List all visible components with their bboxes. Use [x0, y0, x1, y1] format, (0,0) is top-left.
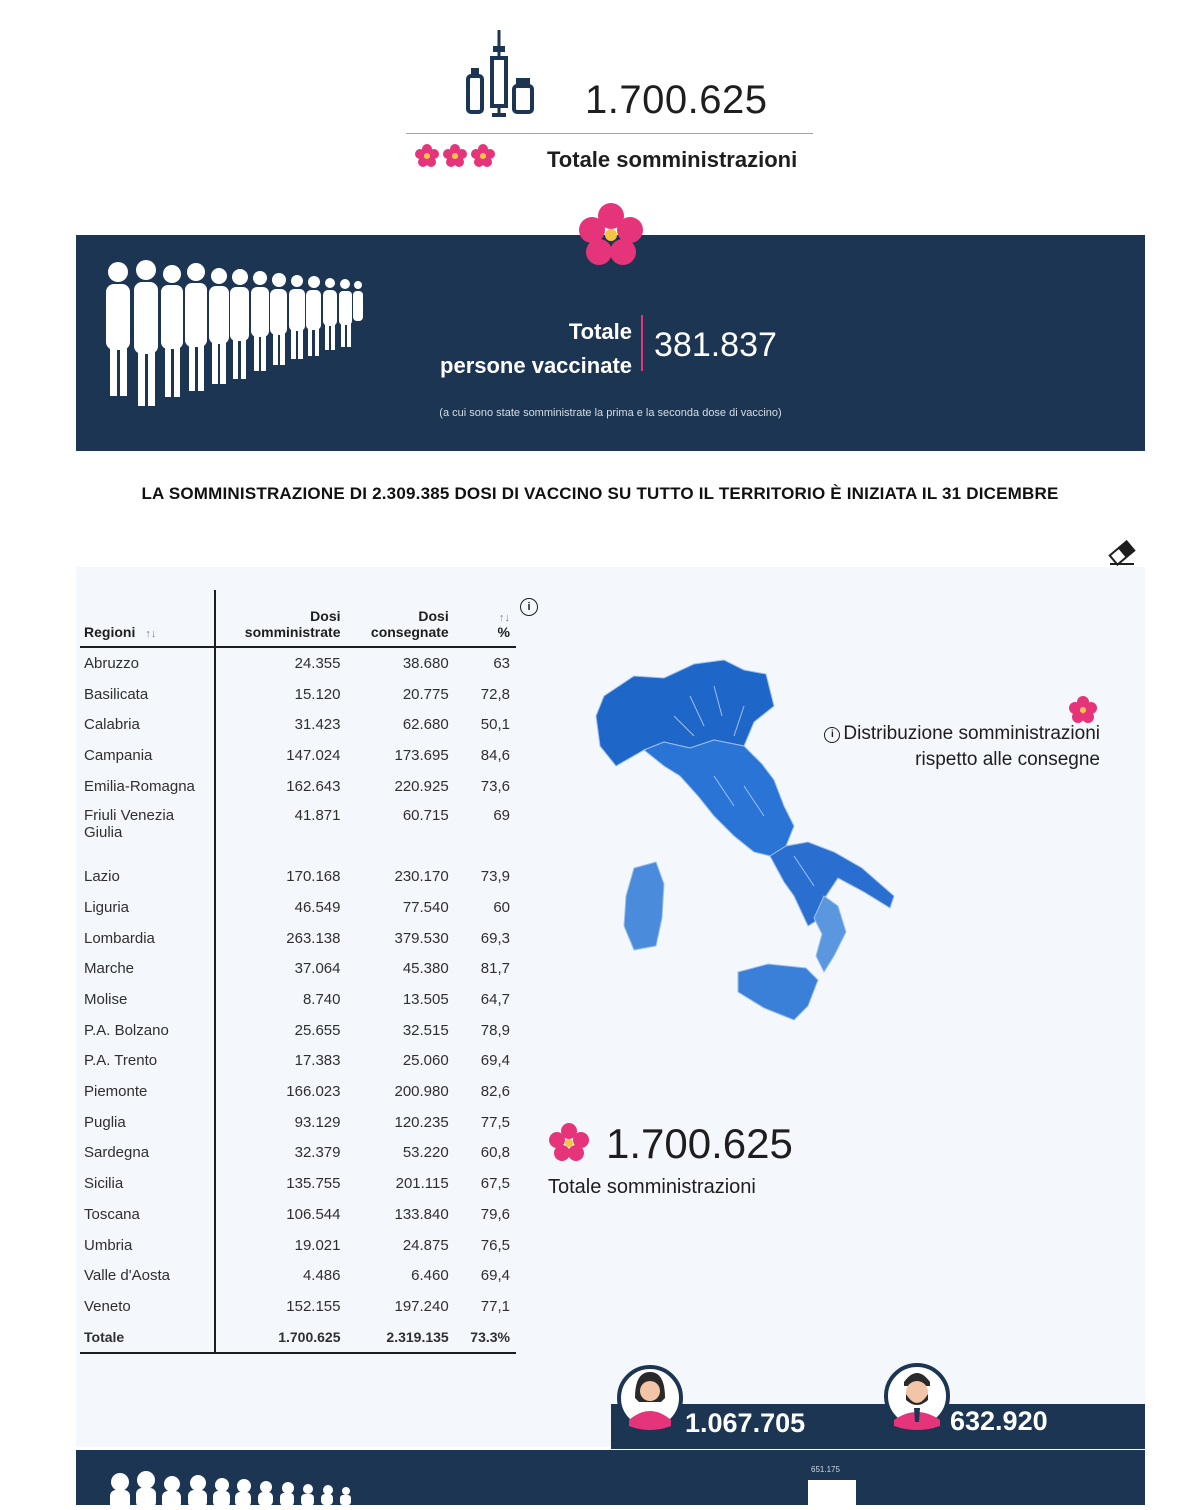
headline: LA SOMMINISTRAZIONE DI 2.309.385 DOSI DI VACCINO SU TUTTO IL TERRITORIO È INIZIATA IL 31 DICEMBRE	[141, 484, 1059, 503]
table-row: Basilicata 15.120 20.775 72,8	[80, 679, 516, 710]
table-row: Abruzzo 24.355 38.680 63	[80, 647, 516, 679]
table-row: Sicilia 135.755 201.115 67,5	[80, 1168, 516, 1199]
table-row: Liguria 46.549 77.540 60	[80, 892, 516, 923]
flower-icon	[577, 202, 645, 270]
syringe-vial-icon	[462, 28, 538, 118]
table-row: Friuli Venezia Giulia 41.871 60.715 69	[80, 801, 516, 861]
table-row: Valle d'Aosta 4.486 6.460 69,4	[80, 1260, 516, 1291]
female-value: 1.067.705	[685, 1408, 806, 1438]
table-row: Emilia-Romagna 162.643 220.925 73,6	[80, 771, 516, 802]
table-row: Veneto 152.155 197.240 77,1	[80, 1291, 516, 1322]
divider	[406, 133, 813, 134]
crowd-icon	[106, 1470, 366, 1505]
crowd-icon	[98, 250, 364, 410]
map-caption	[795, 721, 1100, 773]
bottom-banner	[76, 1450, 1145, 1505]
column-header-dosi-somministrate[interactable]: Dosi somministrate	[215, 590, 347, 647]
vaccinated-label-line2: persone vaccinate	[440, 353, 632, 378]
info-icon[interactable]: i	[824, 727, 840, 743]
italy-map[interactable]	[594, 656, 900, 1028]
table-row: Toscana 106.544 133.840 79,6	[80, 1199, 516, 1230]
woman-avatar-icon	[617, 1358, 683, 1434]
table-row: Puglia 93.129 120.235 77,5	[80, 1107, 516, 1138]
vaccinated-value: 381.837	[654, 326, 777, 364]
map-calabria[interactable]	[814, 896, 846, 972]
map-sardinia[interactable]	[624, 862, 664, 950]
regions-table	[80, 590, 516, 1354]
table-row: Calabria 31.423 62.680 50,1	[80, 709, 516, 740]
table-row: Sardegna 32.379 53.220 60,8	[80, 1138, 516, 1169]
male-value: 632.920	[950, 1406, 1048, 1436]
map-center[interactable]	[644, 740, 794, 856]
column-header-dosi-consegnate[interactable]: Dosi consegnate	[347, 590, 455, 647]
sort-icon[interactable]: ↑↓	[145, 628, 157, 640]
flower-icon	[414, 143, 496, 169]
eraser-icon[interactable]	[1108, 540, 1136, 566]
table-row: Campania 147.024 173.695 84,6	[80, 740, 516, 771]
column-header-percent[interactable]: ↑↓ %	[455, 590, 516, 647]
table-row: Molise 8.740 13.505 64,7	[80, 984, 516, 1015]
table-row: Marche 37.064 45.380 81,7	[80, 954, 516, 985]
banner-separator	[641, 315, 643, 371]
top-total-label: Totale somministrazioni	[547, 147, 798, 172]
map-caption-line1: Distribuzione somministrazioni	[843, 723, 1100, 744]
map-sicily[interactable]	[738, 964, 818, 1020]
info-icon[interactable]: i	[520, 598, 538, 616]
vaccinated-note: (a cui sono state somministrate la prima e la seconda dose di vaccino)	[439, 407, 782, 419]
top-total-value: 1.700.625	[585, 78, 768, 122]
bottom-small-value: 651.175	[811, 1465, 840, 1474]
panel-total-label: Totale somministrazioni	[548, 1176, 756, 1198]
table-row: P.A. Bolzano 25.655 32.515 78,9	[80, 1015, 516, 1046]
map-caption-line2: rispetto alle consegne	[915, 749, 1100, 770]
sort-icon[interactable]: ↑↓	[499, 612, 510, 624]
man-avatar-icon	[884, 1356, 950, 1432]
table-row: P.A. Trento 17.383 25.060 69,4	[80, 1046, 516, 1077]
column-header-regioni[interactable]: Regioni ↑↓	[80, 590, 215, 647]
table-row: Umbria 19.021 24.875 76,5	[80, 1230, 516, 1261]
table-row: Lazio 170.168 230.170 73,9	[80, 861, 516, 892]
panel-total-value: 1.700.625	[606, 1120, 793, 1167]
vaccinated-label-line1: Totale	[568, 319, 632, 344]
table-total-row: Totale 1.700.625 2.319.135 73.3%	[80, 1322, 516, 1354]
table-row: Piemonte 166.023 200.980 82,6	[80, 1076, 516, 1107]
bottom-box	[808, 1480, 856, 1510]
flower-icon	[548, 1122, 590, 1164]
table-row: Lombardia 263.138 379.530 69,3	[80, 923, 516, 954]
vaccinated-label	[436, 315, 632, 383]
